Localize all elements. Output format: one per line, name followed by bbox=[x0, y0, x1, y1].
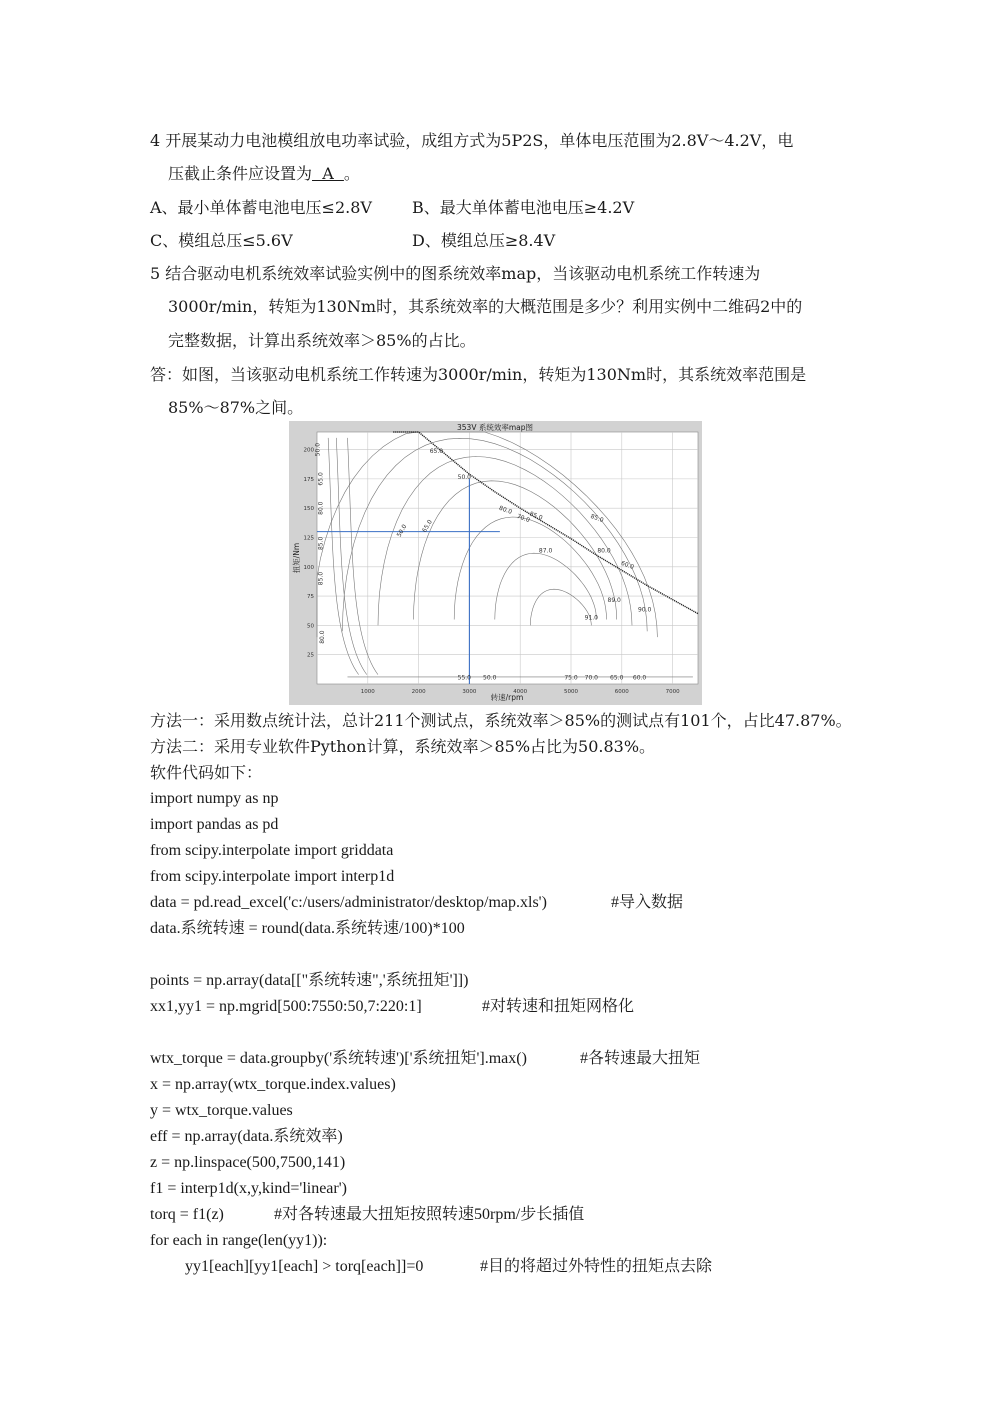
contour-label-18: 55.0 bbox=[457, 674, 471, 682]
q4-line-2-prefix: 压截止条件应设置为 bbox=[168, 164, 313, 183]
contour-label-15: 85.0 bbox=[589, 512, 605, 525]
chart-title: 353V 系统效率map图 bbox=[457, 423, 533, 432]
contour-label-9: 85.0 bbox=[528, 510, 544, 522]
code-line-1: import numpy as np bbox=[150, 790, 279, 807]
contour-label-3: 85.0 bbox=[317, 536, 325, 551]
q4-option-c: C、模组总压≤5.6V bbox=[150, 231, 293, 250]
q5-answer-line-1: 答：如图，当该驱动电机系统工作转速为3000r/min，转矩为130Nm时，其系统效率范围是 bbox=[150, 365, 807, 384]
q4-answer-blank: A bbox=[312, 164, 344, 183]
code-line-8-comment: #对转速和扭矩网格化 bbox=[482, 998, 635, 1015]
contour-label-14: 80.0 bbox=[597, 547, 611, 555]
code-line-11: y = wtx_torque.values bbox=[150, 1102, 293, 1119]
contour-label-1: 65.0 bbox=[317, 472, 325, 486]
contour-label-0: 50.0 bbox=[314, 442, 322, 457]
y-tick-label-4: 100 bbox=[303, 564, 314, 571]
code-line-9: wtx_torque = data.groupby('系统转速')['系统扭矩'].max() bbox=[150, 1050, 527, 1067]
contour-label-24: 50.0 bbox=[395, 523, 409, 539]
q4-line-1: 4 开展某动力电池模组放电功率试验，成组方式为5P2S，单体电压范围为2.8V～4.2V，电 bbox=[150, 131, 794, 150]
y-tick-label-6: 50 bbox=[307, 623, 314, 630]
code-line-16: for each in range(len(yy1)): bbox=[150, 1232, 328, 1249]
contour-label-13: 91.0 bbox=[584, 614, 598, 622]
x-tick-label-2: 3000 bbox=[462, 689, 477, 695]
y-tick-label-0: 200 bbox=[303, 447, 314, 454]
y-axis-label: 扭矩/Nm bbox=[292, 542, 301, 574]
code-line-15-comment: #对各转速最大扭矩按照转速50rpm/步长插值 bbox=[274, 1206, 585, 1223]
q4-option-b: B、最大单体蓄电池电压≥4.2V bbox=[412, 198, 635, 217]
code-line-9-comment: #各转速最大扭矩 bbox=[580, 1050, 701, 1067]
contour-label-8: 80.0 bbox=[497, 504, 513, 516]
contour-label-19: 50.0 bbox=[483, 674, 497, 682]
x-tick-label-0: 1000 bbox=[360, 689, 375, 695]
contour-label-11: 89.0 bbox=[607, 596, 621, 604]
contour-label-7: 50.0 bbox=[457, 473, 471, 481]
contour-label-10: 87.0 bbox=[538, 547, 553, 555]
code-line-13: z = np.linspace(500,7500,141) bbox=[150, 1154, 346, 1171]
q5-line-1: 5 结合驱动电机系统效率试验实例中的图系统效率map，当该驱动电机系统工作转速为 bbox=[150, 264, 761, 283]
q5-line-3: 完整数据，计算出系统效率＞85%的占比。 bbox=[168, 331, 476, 350]
code-line-5: data = pd.read_excel('c:/users/administrator/desktop/map.xls') bbox=[150, 894, 547, 911]
q4-line-2 bbox=[168, 164, 360, 184]
code-line-14: f1 = interp1d(x,y,kind='linear') bbox=[150, 1180, 347, 1197]
efficiency-map-chart bbox=[289, 421, 702, 705]
contour-label-5: 80.0 bbox=[319, 630, 327, 644]
code-line-6: data.系统转速 = round(data.系统转速/100)*100 bbox=[150, 920, 465, 937]
method-one: 方法一：采用数点统计法，总计211个测试点，系统效率＞85%的测试点有101个，占比47.87%。 bbox=[150, 711, 852, 730]
x-axis-label: 转速/rpm bbox=[490, 693, 524, 702]
contour-label-16: 70.0 bbox=[515, 512, 531, 525]
contour-label-2: 80.0 bbox=[317, 501, 325, 515]
code-line-3: from scipy.interpolate import griddata bbox=[150, 842, 394, 859]
contour-label-6: 65.0 bbox=[429, 448, 444, 456]
y-tick-label-2: 150 bbox=[303, 506, 314, 513]
code-line-5-comment: #导入数据 bbox=[611, 894, 684, 911]
plot-area bbox=[314, 432, 698, 684]
code-line-17: yy1[each][yy1[each] > torq[each]]=0 bbox=[185, 1258, 424, 1275]
code-line-4: from scipy.interpolate import interp1d bbox=[150, 868, 395, 885]
x-tick-label-6: 7000 bbox=[665, 689, 680, 695]
q4-option-a: A、最小单体蓄电池电压≤2.8V bbox=[150, 198, 372, 217]
method-two: 方法二：采用专业软件Python计算，系统效率＞85%占比为50.83%。 bbox=[150, 737, 656, 756]
y-tick-label-3: 125 bbox=[303, 535, 314, 542]
contour-label-4: 85.0 bbox=[317, 571, 325, 586]
code-line-8: xx1,yy1 = np.mgrid[500:7550:50,7:220:1] bbox=[150, 998, 422, 1015]
x-tick-label-4: 5000 bbox=[564, 689, 578, 695]
y-tick-label-7: 25 bbox=[307, 652, 314, 659]
code-intro: 软件代码如下： bbox=[150, 763, 263, 782]
y-tick-label-5: 75 bbox=[307, 594, 314, 601]
contour-label-22: 65.0 bbox=[610, 674, 624, 682]
code-line-17-comment: #目的将超过外特性的扭矩点去除 bbox=[480, 1258, 713, 1275]
q5-line-2: 3000r/min，转矩为130Nm时，其系统效率的大概范围是多少？利用实例中二维码2中的 bbox=[168, 297, 803, 316]
code-line-10: x = np.array(wtx_torque.index.values) bbox=[150, 1076, 396, 1093]
code-line-2: import pandas as pd bbox=[150, 816, 279, 833]
code-line-7: points = np.array(data[["系统转速",'系统扭矩']]) bbox=[150, 972, 469, 989]
contour-label-25: 65.0 bbox=[421, 518, 434, 534]
contour-label-12: 90.0 bbox=[637, 606, 652, 614]
contour-label-23: 60.0 bbox=[632, 674, 647, 682]
q5-answer-line-2: 85%～87%之间。 bbox=[168, 398, 304, 417]
x-tick-label-3: 4000 bbox=[513, 689, 528, 695]
x-tick-label-1: 2000 bbox=[411, 689, 426, 695]
code-line-15: torq = f1(z) bbox=[150, 1206, 224, 1223]
code-line-12: eff = np.array(data.系统效率) bbox=[150, 1128, 343, 1145]
y-tick-label-1: 175 bbox=[303, 476, 314, 483]
q4-line-2-suffix: 。 bbox=[343, 164, 360, 183]
contour-label-20: 75.0 bbox=[564, 674, 578, 682]
contour-label-17: 60.0 bbox=[619, 559, 635, 571]
q4-option-d: D、模组总压≥8.4V bbox=[412, 231, 556, 250]
contour-label-21: 70.0 bbox=[584, 674, 598, 682]
x-tick-label-5: 6000 bbox=[614, 689, 629, 695]
